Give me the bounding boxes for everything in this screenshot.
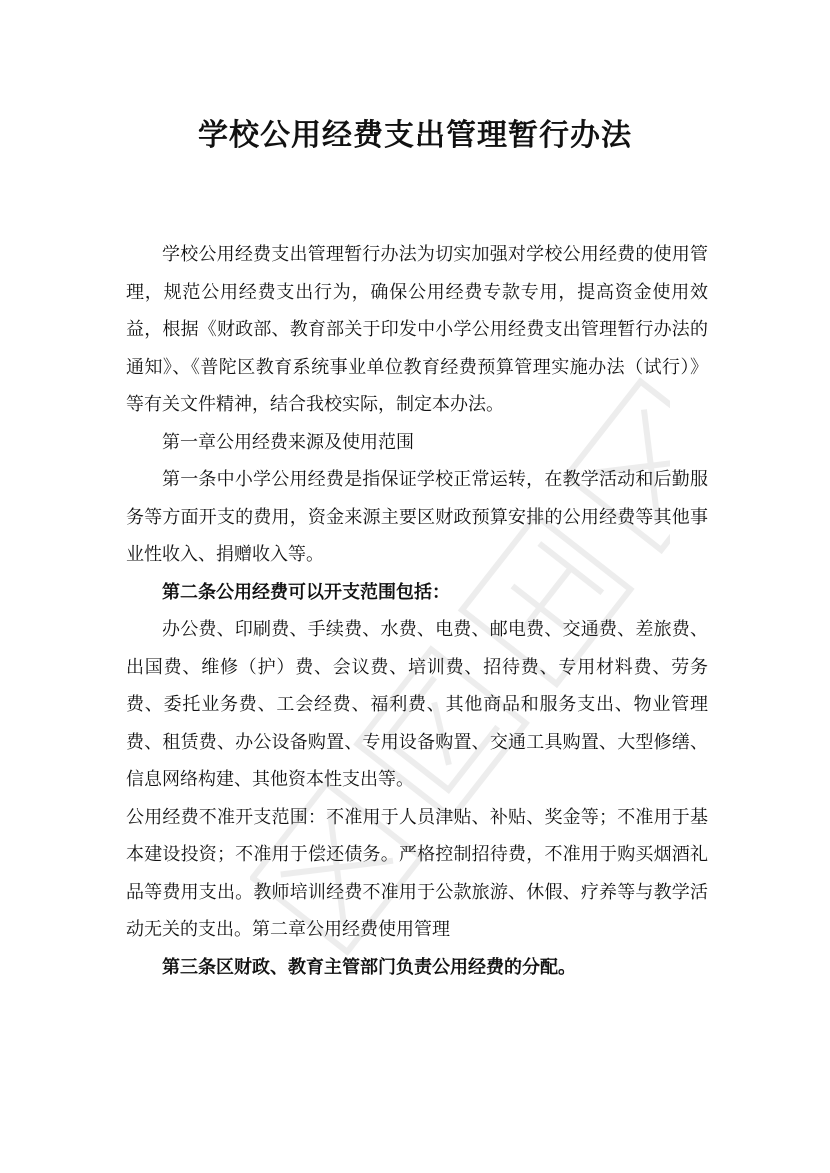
- document-body: [126, 236, 708, 986]
- prohibited-expenses: 公用经费不准开支范围：不准用于人员津贴、补贴、奖金等；不准用于基本建设投资；不准用于偿还债务。严格控制招待费，不准用于购买烟酒礼品等费用支出。教师培训经费不准用于公款旅游、休假、疗养等与教学活动无关的支出。第二章公用经费使用管理: [126, 806, 708, 940]
- article-3-heading: 第三条区财政、教育主管部门负责公用经费的分配。: [162, 956, 576, 978]
- paragraph-intro: 学校公用经费支出管理暂行办法为切实加强对学校公用经费的使用管理，规范公用经费支出行为，确保公用经费专款专用，提高资金使用效益，根据《财政部、教育部关于印发中小学公用经费支出管理暂行办法的通知》、《普陀区教育系统事业单位教育经费预算管理实施办法（试行）》等有关文件精神，结合我校实际，制定本办法。: [126, 244, 708, 415]
- article-1: 第一条中小学公用经费是指保证学校正常运转，在教学活动和后勤服务等方面开支的费用，资金来源主要区财政预算安排的公用经费等其他事业性收入、捐赠收入等。: [126, 469, 708, 565]
- chapter-heading-1: 第一章公用经费来源及使用范围: [162, 431, 414, 453]
- article-2-heading: 第二条公用经费可以开支范围包括：: [162, 581, 450, 603]
- document-title: 学校公用经费支出管理暂行办法: [198, 118, 632, 153]
- expense-list: 办公费、印刷费、手续费、水费、电费、邮电费、交通费、差旅费、出国费、维修（护）费、会议费、培训费、招待费、专用材料费、劳务费、委托业务费、工会经费、福利费、其他商品和服务支出、物业管理费、租赁费、办公设备购置、专用设备购置、交通工具购置、大型修缮、信息网络构建、其他资本性支出等。: [126, 619, 708, 790]
